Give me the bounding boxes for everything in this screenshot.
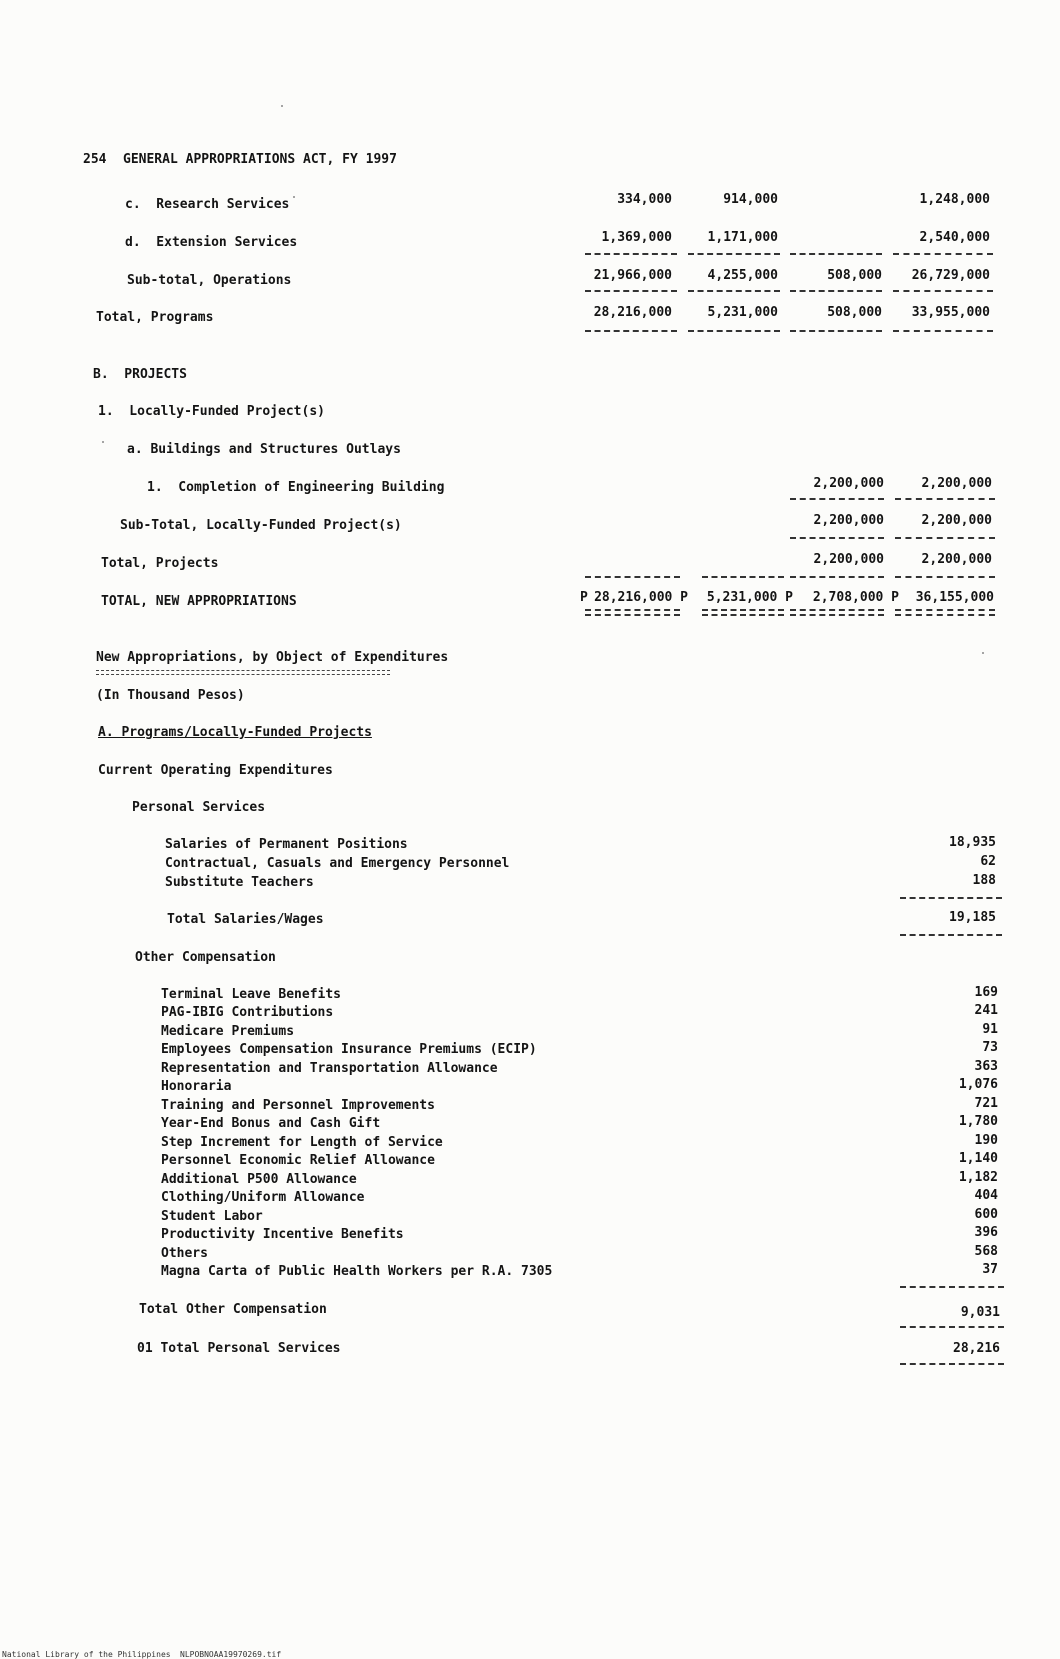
other-comp-item: Step Increment for Length of Service: [161, 1135, 443, 1150]
total-salaries-label: Total Salaries/Wages: [167, 912, 324, 927]
current-opex-heading: Current Operating Expenditures: [98, 763, 333, 778]
rule: [790, 330, 882, 332]
rule: [790, 253, 882, 255]
section-heading: A. Programs/Locally-Funded Projects: [98, 725, 372, 740]
rule: [688, 330, 780, 332]
other-comp-value: 721: [974, 1096, 998, 1111]
total-programs-ps: 28,216,000: [593, 305, 672, 320]
footer-library: National Library of the Philippines: [2, 1650, 171, 1659]
other-comp-value: 404: [974, 1188, 998, 1203]
rule: [893, 330, 993, 332]
total-projects-label: Total, Projects: [101, 556, 219, 571]
rule: [790, 537, 884, 539]
object-heading: New Appropriations, by Object of Expenditures: [96, 650, 449, 665]
locally-funded-heading: 1. Locally-Funded Project(s): [98, 404, 325, 419]
subtotal-operations-ps: 21,966,000: [593, 268, 672, 283]
total-other-comp-label: Total Other Compensation: [139, 1302, 327, 1317]
research-mooe: 914,000: [723, 192, 778, 207]
extension-mooe: 1,171,000: [707, 230, 778, 245]
salary-value: 62: [980, 854, 996, 869]
salary-item: Substitute Teachers: [165, 875, 314, 890]
other-comp-value: 600: [974, 1207, 998, 1222]
heading-double-rule: [96, 670, 390, 675]
total-programs-total: 33,955,000: [911, 305, 990, 320]
other-comp-value: 1,182: [958, 1170, 998, 1185]
scan-speck: [281, 105, 283, 107]
rule: [900, 1286, 1004, 1288]
subtotal-lfp-label: Sub-Total, Locally-Funded Project(s): [120, 518, 402, 533]
salary-value: 188: [972, 873, 996, 888]
rule: [900, 897, 1002, 899]
other-comp-item: Year-End Bonus and Cash Gift: [161, 1116, 381, 1131]
other-comp-item: Others: [161, 1246, 208, 1261]
other-comp-item: Employees Compensation Insurance Premiums (ECIP): [161, 1042, 537, 1057]
rule: [895, 537, 995, 539]
subtotal-lfp-total: 2,200,000: [921, 513, 992, 528]
rule: [893, 290, 993, 292]
total-programs-mooe: 5,231,000: [707, 305, 778, 320]
subtotal-operations-co: 508,000: [827, 268, 882, 283]
rule: [688, 253, 780, 255]
other-comp-value: 396: [974, 1225, 998, 1240]
other-comp-heading: Other Compensation: [135, 950, 276, 965]
other-comp-item: Representation and Transportation Allowance: [161, 1061, 498, 1076]
rule: [900, 934, 1002, 936]
total-new-ps: 28,216,000 P: [594, 590, 688, 605]
rule: [688, 290, 780, 292]
salary-value: 18,935: [949, 835, 996, 850]
total-programs-co: 508,000: [827, 305, 882, 320]
salary-item: Contractual, Casuals and Emergency Personnel: [165, 856, 510, 871]
total-other-comp-value: 9,031: [960, 1305, 1000, 1320]
rule: [895, 498, 995, 500]
other-comp-item: Productivity Incentive Benefits: [161, 1227, 404, 1242]
other-comp-value: 1,076: [958, 1077, 998, 1092]
other-comp-value: 241: [974, 1003, 998, 1018]
rule: [585, 290, 677, 292]
extension-services-label: d. Extension Services: [125, 235, 298, 250]
scan-speck: [293, 196, 295, 198]
subtotal-lfp-co: 2,200,000: [813, 513, 884, 528]
total-new-total: 36,155,000: [915, 590, 994, 605]
other-comp-value: 169: [974, 985, 998, 1000]
other-comp-item: Additional P500 Allowance: [161, 1172, 357, 1187]
rule: [900, 1363, 1004, 1365]
other-comp-item: Personnel Economic Relief Allowance: [161, 1153, 435, 1168]
page-title: GENERAL APPROPRIATIONS ACT, FY 1997: [123, 152, 397, 167]
footer-file: NLPOBNOAA19970269.tif: [180, 1650, 282, 1659]
rule: [895, 576, 995, 578]
other-comp-value: 37: [982, 1262, 998, 1277]
research-ps: 334,000: [617, 192, 672, 207]
total-new-co: 2,708,000 P: [812, 590, 899, 605]
total-programs-label: Total, Programs: [96, 310, 214, 325]
total-salaries-value: 19,185: [949, 910, 996, 925]
buildings-heading: a. Buildings and Structures Outlays: [127, 442, 401, 457]
other-comp-item: Terminal Leave Benefits: [161, 987, 342, 1002]
subtotal-operations-mooe: 4,255,000: [707, 268, 778, 283]
research-services-label: c. Research Services: [125, 197, 290, 212]
subtotal-operations-label: Sub-total, Operations: [127, 273, 292, 288]
other-comp-value: 73: [982, 1040, 998, 1055]
total-new-label: TOTAL, NEW APPROPRIATIONS: [101, 594, 297, 609]
unit-note: (In Thousand Pesos): [96, 688, 245, 703]
other-comp-value: 190: [974, 1133, 998, 1148]
rule: [900, 1326, 1004, 1328]
rule: [702, 576, 784, 578]
personal-services-heading: Personal Services: [132, 800, 266, 815]
other-comp-value: 363: [974, 1059, 998, 1074]
rule: [790, 576, 884, 578]
extension-total: 2,540,000: [919, 230, 990, 245]
total-ps-label: 01 Total Personal Services: [137, 1341, 341, 1356]
other-comp-item: Training and Personnel Improvements: [161, 1098, 435, 1113]
other-comp-item: Student Labor: [161, 1209, 263, 1224]
rule: [790, 290, 882, 292]
other-comp-value: 568: [974, 1244, 998, 1259]
subtotal-operations-total: 26,729,000: [911, 268, 990, 283]
other-comp-value: 1,780: [958, 1114, 998, 1129]
double-rule: [702, 609, 784, 616]
rule: [585, 330, 677, 332]
other-comp-item: Honoraria: [161, 1079, 232, 1094]
other-comp-item: PAG-IBIG Contributions: [161, 1005, 334, 1020]
double-rule: [790, 609, 884, 616]
completion-co: 2,200,000: [813, 476, 884, 491]
other-comp-item: Clothing/Uniform Allowance: [161, 1190, 365, 1205]
rule: [893, 253, 993, 255]
double-rule: [895, 609, 995, 616]
other-comp-value: 91: [982, 1022, 998, 1037]
page-number: 254: [83, 152, 107, 167]
other-comp-item: Magna Carta of Public Health Workers per R.A. 7305: [161, 1264, 553, 1279]
rule: [585, 576, 680, 578]
scan-speck: [982, 652, 984, 654]
projects-heading: B. PROJECTS: [93, 367, 187, 382]
scan-speck: [102, 441, 104, 443]
other-comp-item: Medicare Premiums: [161, 1024, 295, 1039]
other-comp-value: 1,140: [958, 1151, 998, 1166]
total-ps-value: 28,216: [953, 1341, 1000, 1356]
total-new-mooe: 5,231,000 P: [706, 590, 793, 605]
completion-total: 2,200,000: [921, 476, 992, 491]
total-projects-co: 2,200,000: [813, 552, 884, 567]
completion-label: 1. Completion of Engineering Building: [147, 480, 445, 495]
total-new-currency: P: [580, 590, 588, 605]
total-projects-total: 2,200,000: [921, 552, 992, 567]
extension-ps: 1,369,000: [601, 230, 672, 245]
double-rule: [585, 609, 680, 616]
salary-item: Salaries of Permanent Positions: [165, 837, 408, 852]
rule: [790, 498, 884, 500]
research-total: 1,248,000: [919, 192, 990, 207]
rule: [585, 253, 677, 255]
